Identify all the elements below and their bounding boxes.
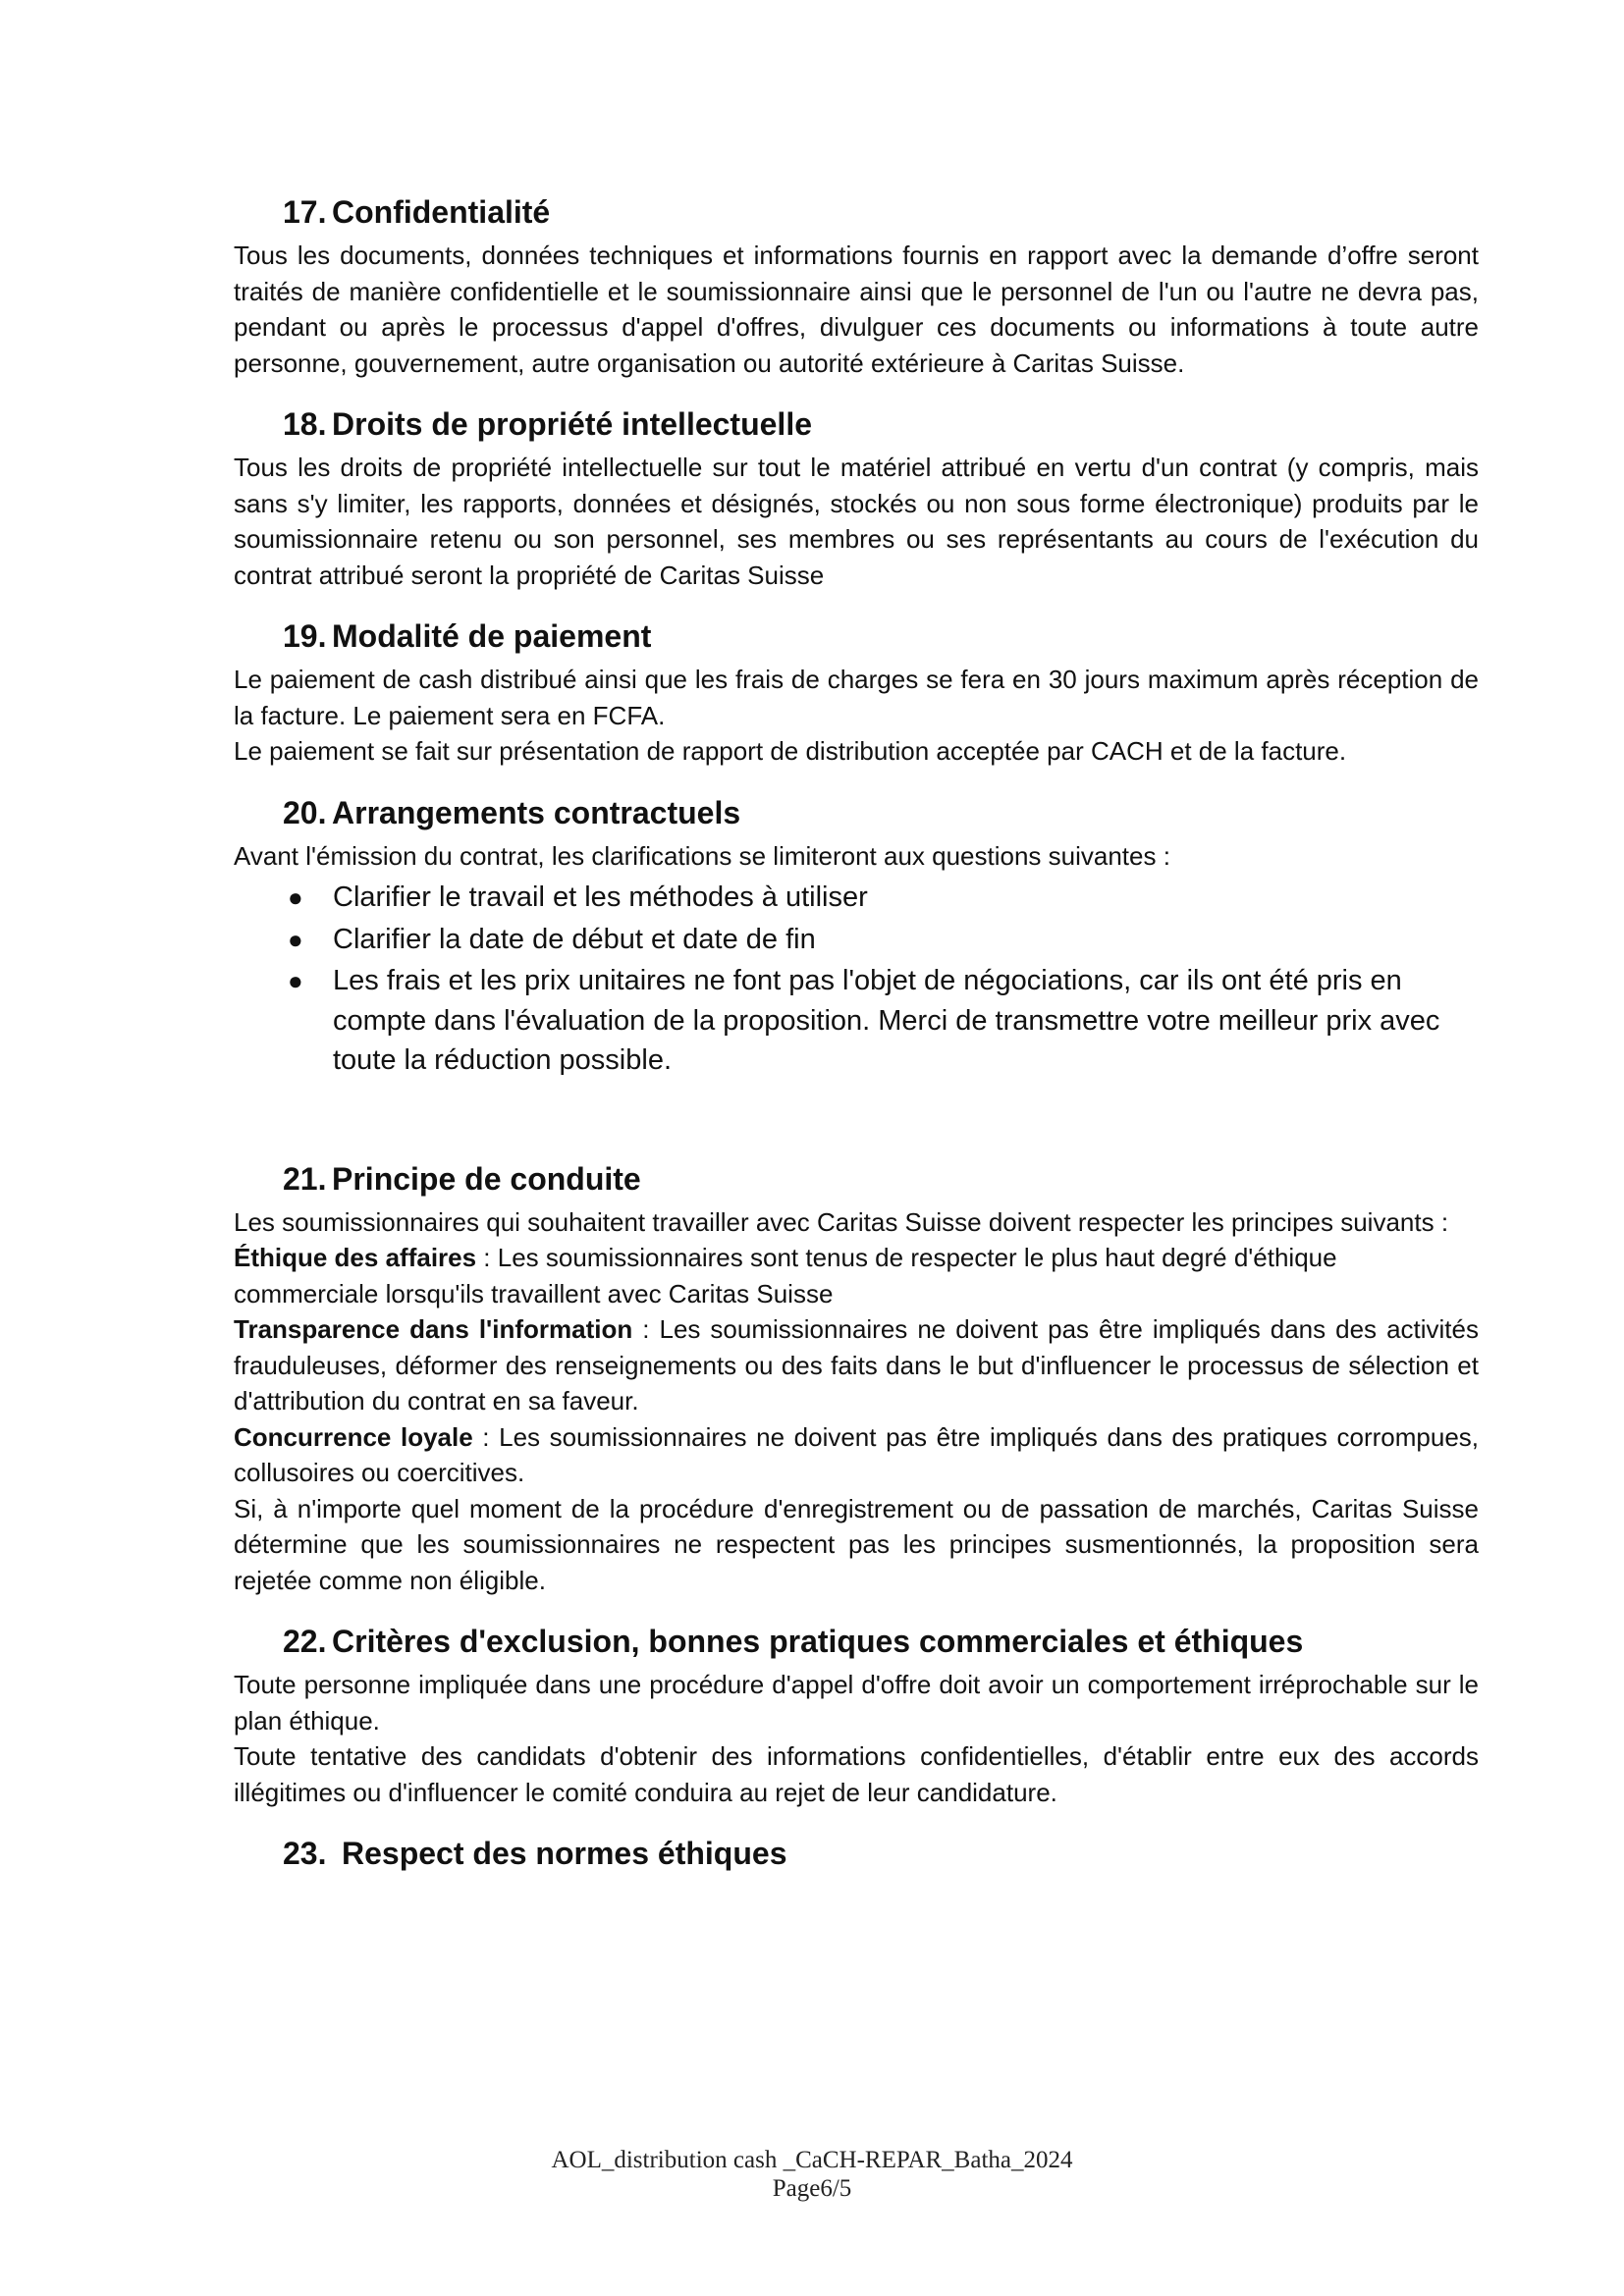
section-heading	[283, 1622, 1479, 1661]
paragraph: Si, à n'importe quel moment de la procédure d'enregistrement ou de passation de marchés, Caritas Suisse détermine que les soumissionnaires ne respectent pas les principes susmentionnés, la proposition sera rejetée comme non éligible.	[234, 1493, 1479, 1595]
paragraph: Tous les documents, données techniques et informations fournis en rapport avec la demande d’offre seront traités de manière confidentielle et le soumissionnaire ainsi que le personnel de l'un ou l'autre ne devra pas, pendant ou après le processus d'appel d'offres, divulguer ces documents ou informations à toute autre personne, gouvernement, autre organisation ou autorité extérieure à Caritas Suisse.	[234, 240, 1479, 378]
section-title: Droits de propriété intellectuelle	[332, 406, 812, 442]
section-title: Confidentialité	[332, 194, 551, 230]
page-footer	[0, 2146, 1624, 2203]
footer-document-reference: AOL_distribution cash _CaCH-REPAR_Batha_2024	[551, 2147, 1073, 2173]
list-item-text: Les frais et les prix unitaires ne font pas l'objet de négociations, car ils ont été pris en compte dans l'évaluation de la proposition. Merci de transmettre votre meilleur prix avec toute la réduction possible.	[333, 965, 1440, 1076]
paragraph-intro: Avant l'émission du contrat, les clarifications se limiteront aux questions suivantes :	[234, 840, 1170, 871]
paragraph	[234, 1240, 1479, 1311]
paragraph	[234, 1419, 1479, 1491]
list-item	[234, 920, 1479, 960]
paragraph: Tous les droits de propriété intellectuelle sur tout le matériel attribué en vertu d'un contrat (y compris, mais sans s'y limiter, les rapports, données et désignés, stockés ou non sous forme électronique) produits par le soumissionnaire retenu ou son personnel, ses membres ou ses représentants au cours de l'exécution du contrat attribué seront la propriété de Caritas Suisse	[234, 453, 1479, 590]
term-text: : Les soumissionnaires ne doivent pas être impliqués dans des activités frauduleuses, déformer des renseignements ou des faits dans le but d'influencer le processus de sélection et d'attribution du contrat en sa faveur.	[234, 1314, 1479, 1415]
section-heading	[283, 616, 1479, 656]
section-title: Principe de conduite	[332, 1160, 641, 1197]
section-23	[234, 1834, 1479, 1873]
term-text: : Les soumissionnaires ne doivent pas être impliqués dans des pratiques corrompues, collusoires ou coercitives.	[234, 1421, 1480, 1487]
section-21	[234, 1159, 1479, 1599]
section-title: Critères d'exclusion, bonnes pratiques commerciales et éthiques	[332, 1624, 1304, 1659]
section-number: 19.	[283, 618, 327, 654]
list-item	[234, 961, 1479, 1081]
section-19	[234, 616, 1479, 770]
paragraph: Le paiement de cash distribué ainsi que les frais de charges se fera en 30 jours maximum après réception de la facture. Le paiement sera en FCFA.	[234, 665, 1479, 730]
paragraph: Toute tentative des candidats d'obtenir des informations confidentielles, d'établir entre eux des accords illégitimes ou d'influencer le comité conduira au rejet de leur candidature.	[234, 1741, 1479, 1807]
term-label: Éthique des affaires	[234, 1243, 477, 1272]
paragraph: Le paiement se fait sur présentation de rapport de distribution acceptée par CACH et de la facture.	[234, 736, 1347, 766]
section-20	[234, 793, 1479, 1081]
section-title: Respect des normes éthiques	[342, 1836, 787, 1871]
bullet-icon: ●	[288, 966, 303, 995]
bullet-icon: ●	[288, 882, 303, 912]
list-item	[234, 878, 1479, 918]
section-number: 20.	[283, 794, 327, 830]
footer-page-number: Page6/5	[772, 2175, 852, 2202]
section-18	[234, 404, 1479, 593]
term-label: Transparence dans l'information	[234, 1314, 633, 1344]
section-number: 22.	[283, 1624, 327, 1659]
section-number: 23.	[283, 1836, 327, 1871]
section-title: Arrangements contractuels	[332, 794, 741, 830]
page-content	[234, 192, 1479, 1879]
term-text: : Les soumissionnaires sont tenus de respecter le plus haut degré d'éthique commerciale lorsqu'ils travaillent avec Caritas Suisse	[234, 1243, 1337, 1308]
section-number: 18.	[283, 406, 327, 442]
bullet-icon: ●	[288, 924, 303, 954]
paragraph: Toute personne impliquée dans une procédure d'appel d'offre doit avoir un comportement irréprochable sur le plan éthique.	[234, 1670, 1479, 1735]
section-number: 21.	[283, 1160, 327, 1197]
section-22	[234, 1622, 1479, 1810]
section-17	[234, 192, 1479, 381]
bullet-list	[234, 878, 1479, 1081]
section-heading	[283, 192, 1479, 232]
list-item-text: Clarifier la date de début et date de fin	[333, 923, 816, 955]
section-heading	[283, 404, 1479, 444]
paragraph-intro: Les soumissionnaires qui souhaitent travailler avec Caritas Suisse doivent respecter les principes suivants :	[234, 1206, 1449, 1237]
section-heading	[283, 1834, 1479, 1873]
section-title: Modalité de paiement	[332, 618, 652, 654]
term-label: Concurrence loyale	[234, 1421, 473, 1452]
section-heading	[283, 1159, 1479, 1199]
section-heading	[283, 793, 1479, 832]
paragraph	[234, 1311, 1479, 1419]
section-number: 17.	[283, 194, 327, 230]
list-item-text: Clarifier le travail et les méthodes à utiliser	[333, 881, 868, 913]
